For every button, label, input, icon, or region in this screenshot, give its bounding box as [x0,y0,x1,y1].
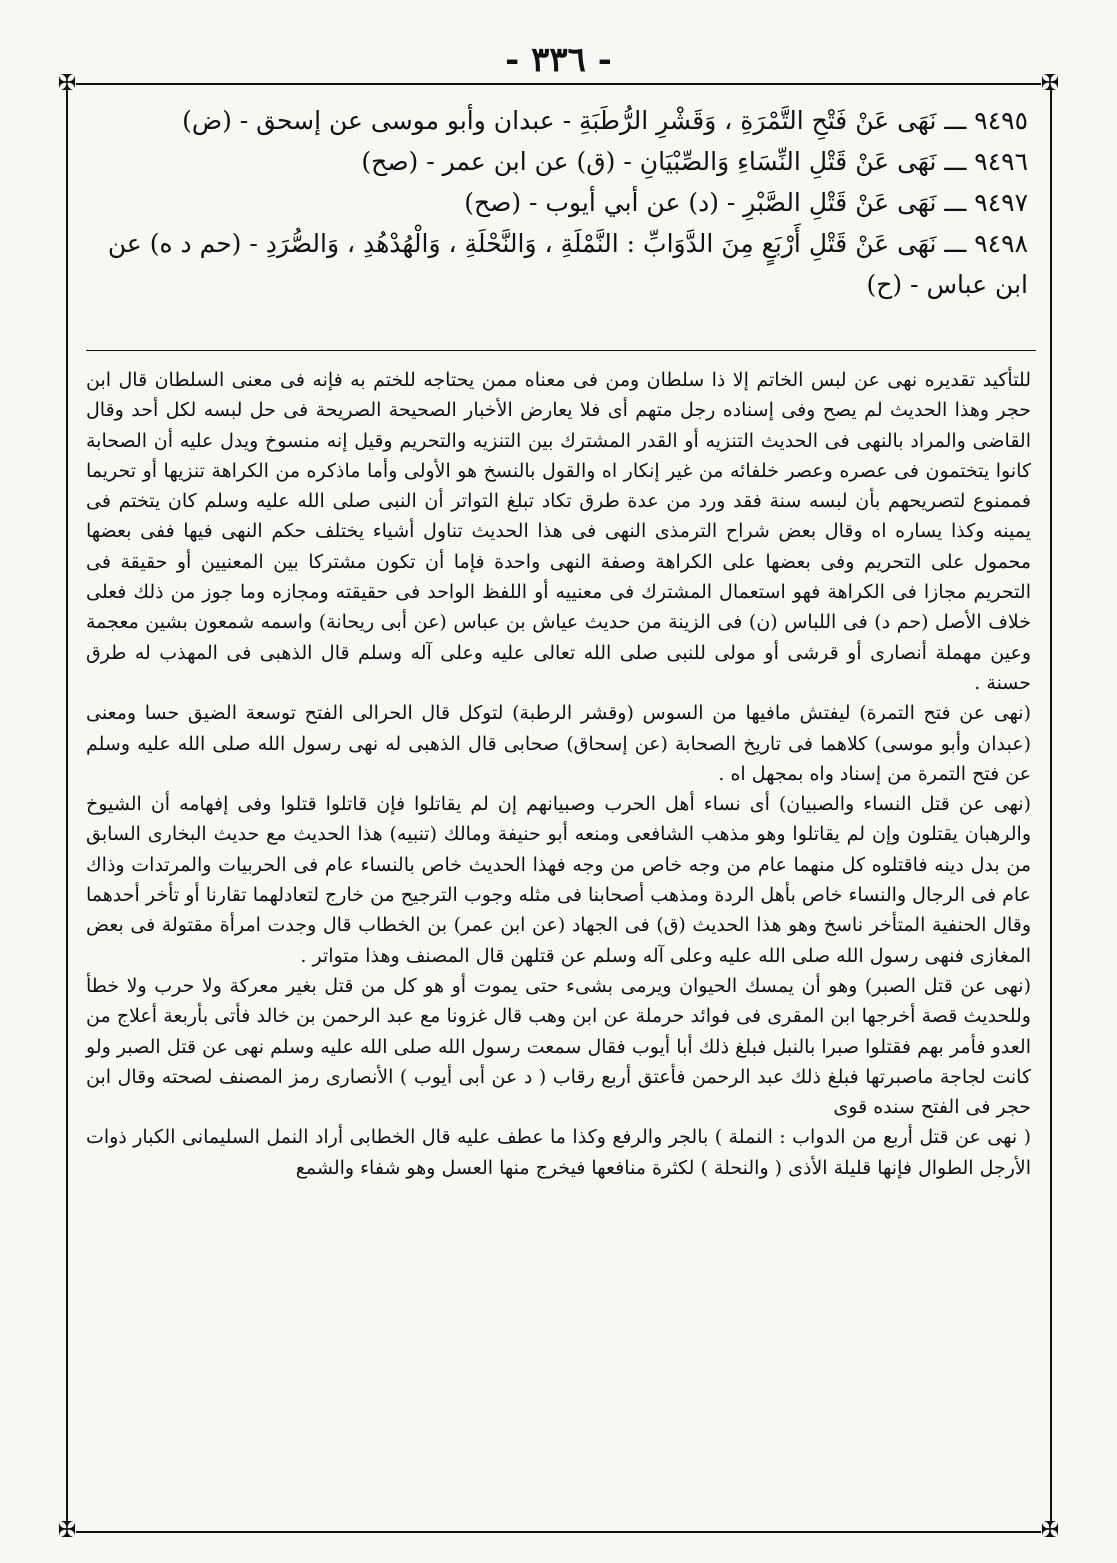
frame-left-border [66,90,68,1522]
page-number: - ٣٣٦ - [505,40,612,80]
corner-ornament-icon: ✠ [1040,1518,1060,1543]
commentary-paragraph: (نهى عن فتح التمرة) ليفتش مافيها من السوس (وقشر الرطبة) لتوكل قال الحرالى الفتح توسعة الضيق حسا ومعنى (عبدان وأبو موسى) كلاهما فى تاريخ الصحابة (عن إسحاق) صحابى قال الذهبى له نهى رسول الله صلى الله عليه وسلم عن فتح التمرة من إسناد واه بمجهل اه . [86,702,1031,785]
hadith-entry: ٩٤٩٦ ـــ نَهَى عَنْ قَتْلِ النِّسَاءِ وَالصِّبْيَانِ - (ق) عن ابن عمر - (صح) [361,147,1028,176]
hadith-entry: ٩٤٩٧ ـــ نَهَى عَنْ قَتْلِ الصَّبْرِ - (د) عن أبي أيوب - (صح) [464,188,1028,217]
commentary-paragraph: للتأكيد تقديره نهى عن لبس الخاتم إلا ذا سلطان ومن فى معناه ممن يحتاجه للختم به فإنه فى معنى السلطان قال ابن حجر وهذا الحديث لم يصح وفى إسناده رجل متهم أى فلا يعارض الأخبار الصحيحة الصريحة فى حل لبسه لكل أحد وقال القاضى والمراد بالنهى فى الحديث التنزيه أو القدر المشترك بين التنزيه والتحريم وقيل إنه منسوخ ويدل عليه أن الصحابة كانوا يتختمون فى عصره وعصر خلفائه من غير إنكار اه والقول بالنسخ هو الأولى وأما ماذكره من الكراهة تنزيها أو تحريما فممنوع لتصريحهم بأن لبسه سنة فقد ورد من عدة طرق تكاد تبلغ التواتر أن النبى صلى الله عليه وسلم كان يتختم فى يمينه وكذا يساره اه وقال بعض شراح الترمذى النهى فى هذا الحديث تناول أشياء يختلف حكم النهى فيها ففى بعضها محمول على التحريم وفى بعضها على الكراهة وصفة النهى واحدة فإما أن تكون مشتركا بين المعنيين أو حقيقة فى التحريم مجازا فى الكراهة فهو استعمال المشترك فى معنييه أو اللفظ الواحد فى حقيقته ومجازه وما جوز من ذلك فعلى خلاف الأصل (حم د) فى اللباس (ن) فى الزينة من حديث عياش بن عباس (عن أبى ريحانة) واسمه شمعون بشين معجمة وعين مهملة أنصارى أو قرشى أو مولى للنبى صلى الله تعالى عليه وعلى آله وسلم قال الذهبى فى المهذب له طرق حسنة . [86,369,1032,694]
commentary-paragraph: (نهى عن قتل النساء والصبيان) أى نساء أهل الحرب وصبيانهم إن لم يقاتلوا فإن قاتلوا قتلوا وفى إفهامه أن الشيوخ والرهبان يقتلون وإن لم يقاتلوا وهو مذهب الشافعى ومنعه أبو حنيفة ومالك (تنبيه) هذا الحديث مع حديث البخارى السابق من بدل دينه فاقتلوه كل منهما عام من وجه خاص من وجه فهذا الحديث خاص بالنساء عام فى الحربيات والمرتدات وذاك عام فى الرجال والنساء خاص بأهل الردة ومذهب أصحابنا فى مثله وجوب الترجيح من خارج لتعادلهما تقارنا أو تأخر أحدهما وقال الحنفية المتأخر ناسخ وهو هذا الحديث (ق) فى الجهاد (عن ابن عمر) بن الخطاب قال وجدت امرأة مقتولة فى بعض المغازى فنهى رسول الله صلى الله عليه وعلى آله وسلم عن قتلهن قال المصنف وهذا متواتر . [86,793,1031,967]
commentary-paragraph: (نهى عن قتل الصبر) وهو أن يمسك الحيوان ويرمى بشىء حتى يموت أو هو كل من قتل بغير معركة ولا حرب ولا خطأ وللحديث قصة أخرجها ابن المقرى فى فوائد حرملة عن ابن وهب قال غزونا مع عبد الرحمن بن خالد فأتى بأربعة أعلاج من العدو فأمر بهم فقتلوا صبرا بالنبل فبلغ ذلك أبا أيوب فقال سمعت رسول الله صلى الله عليه وسلم نهى عن قتل الصبر ولو كانت لجاجة ماصبرتها فبلغ ذلك عبد الرحمن فأعتق أربع رقاب ( د عن أبى أيوب ) الأنصارى رمز المصنف لصحته وقال ابن حجر فى الفتح سنده قوى [86,974,1031,1119]
hadith-entry: ٩٤٩٥ ـــ نَهَى عَنْ فَتْحِ التَّمْرَةِ ، وَقَشْرِ الرُّطَبَةِ - عبدان وأبو موسى عن إسحق - (ض) [182,106,1028,135]
frame-top-border [76,83,1041,85]
commentary-block [86,365,1031,1183]
hadith-entries [90,100,1028,305]
commentary-paragraph: ( نهى عن قتل أربع من الدواب : النملة ) بالجر والرفع وكذا ما عطف عليه قال الخطابى أراد النمل السليمانى الكبار ذوات الأرجل الطوال فإنها قليلة الأذى ( والنحلة ) لكثرة منافعها فيخرج منها العسل وهو شفاء والشمع [86,1126,1031,1179]
hadith-entry: ٩٤٩٨ ـــ نَهَى عَنْ قَتْلِ أَرْبَعٍ مِنَ الدَّوَابِّ : النَّمْلَةِ ، وَالنَّحْلَةِ ، وَالْهُدْهُدِ ، وَالصُّرَدِ - (حم د ه) عن ابن عباس - (ح) [107,229,1028,299]
frame-bottom-border [76,1531,1041,1533]
corner-ornament-icon: ✠ [1040,71,1060,96]
section-divider [86,350,1036,351]
corner-ornament-icon: ✠ [57,1518,77,1543]
frame-right-border [1050,90,1052,1522]
corner-ornament-icon: ✠ [57,71,77,96]
